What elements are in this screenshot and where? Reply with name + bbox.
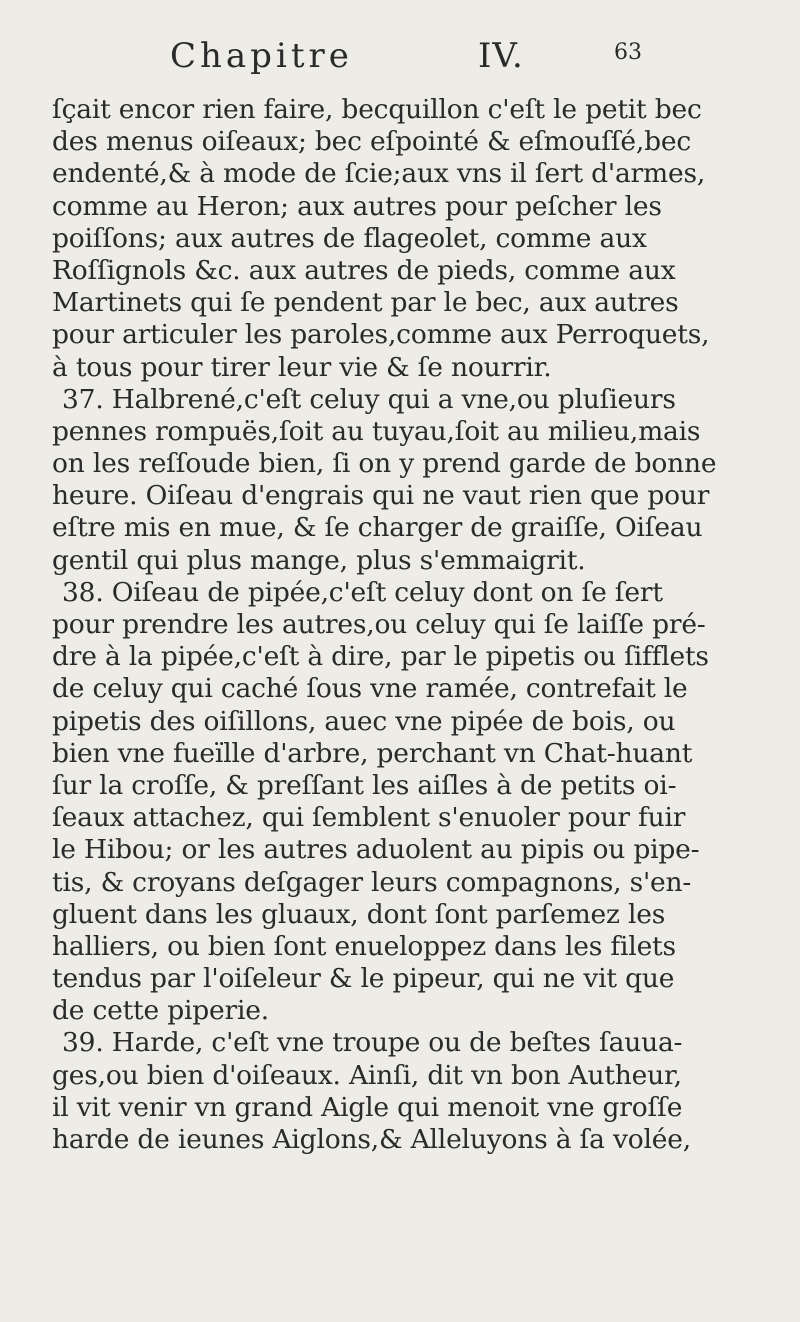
text-line: eſtre mis en mue, & ſe charger de graiſſe, Oiſeau <box>52 512 703 544</box>
text-line: pour prendre les autres,ou celuy qui ſe laiſſe pré- <box>52 609 706 640</box>
text-line: comme au Heron; aux autres pour peſcher les <box>52 190 662 222</box>
text-line: ſur la croſſe, & preſſant les aiſles à de petits oi- <box>52 769 677 801</box>
text-line: pipetis des oiſillons, auec vne pipée de bois, ou <box>52 705 676 737</box>
text-line: gentil qui plus mange, plus s'emmaigrit. <box>52 544 586 576</box>
text-line: halliers, ou bien ſont enueloppez dans les filets <box>52 930 676 962</box>
text-line: endenté,& à mode de ſcie;aux vns il ſert d'armes, <box>52 158 706 190</box>
paragraph-37-start: 37. Halbrené,c'eſt celuy qui a vne,ou pluſieurs <box>62 383 676 415</box>
text-line: tis, & croyans deſgager leurs compagnons, s'en- <box>52 866 692 898</box>
text-line: dre à la pipée,c'eſt à dire, par le pipetis ou ſifflets <box>52 641 709 673</box>
text-line: gluent dans les gluaux, dont ſont parſemez les <box>52 898 666 930</box>
text-line: poiſſons; aux autres de flageolet, comme aux <box>52 222 647 254</box>
text-line: pennes rompuës,ſoit au tuyau,ſoit au milieu,mais <box>52 415 701 447</box>
text-line: à tous pour tirer leur vie & ſe nourrir. <box>52 351 552 383</box>
text-line: des menus oiſeaux; bec eſpointé & eſmouſſé,bec <box>52 126 692 158</box>
text-line: ges,ou bien d'oiſeaux. Ainſi, dit vn bon Autheur, <box>52 1059 682 1091</box>
text-line: on les reſſoude bien, ſi on y prend garde de bonne <box>52 448 717 480</box>
running-header <box>170 36 690 76</box>
text-line: le Hibou; or les autres aduolent au pipis ou pipe- <box>52 834 700 866</box>
text-line: heure. Oiſeau d'engrais qui ne vaut rien que pour <box>52 480 710 512</box>
chapter-number: IV. <box>478 36 524 76</box>
text-line: ſeaux attachez, qui ſemblent s'enuoler pour fuir <box>52 802 686 834</box>
text-line: harde de ieunes Aiglons,& Alleluyons à ſa volée, <box>52 1124 691 1155</box>
text-line: ſçait encor rien faire, becquillon c'eſt le petit bec <box>52 94 702 125</box>
text-line: de cette piperie. <box>52 995 269 1027</box>
text-line: il vit venir vn grand Aigle qui menoit vne groſſe <box>52 1091 683 1123</box>
page-number: 63 <box>614 40 642 65</box>
paragraph-38-start: 38. Oiſeau de pipée,c'eſt celuy dont on ſe ſert <box>62 576 663 608</box>
paragraph-39-start: 39. Harde, c'eſt vne troupe ou de beſtes ſauua- <box>62 1027 683 1059</box>
text-line: Roſſignols &c. aux autres de pieds, comme aux <box>52 254 676 286</box>
text-line: bien vne fueïlle d'arbre, perchant vn Chat-huant <box>52 737 693 769</box>
chapter-heading: Chapitre <box>170 36 353 76</box>
text-line: de celuy qui caché ſous vne ramée, contrefait le <box>52 673 688 705</box>
text-line: pour articuler les paroles,comme aux Perroquets, <box>52 319 710 351</box>
text-line: tendus par l'oiſeleur & le pipeur, qui ne vit que <box>52 963 675 995</box>
text-body <box>52 94 792 1156</box>
text-line: Martinets qui ſe pendent par le bec, aux autres <box>52 287 679 319</box>
